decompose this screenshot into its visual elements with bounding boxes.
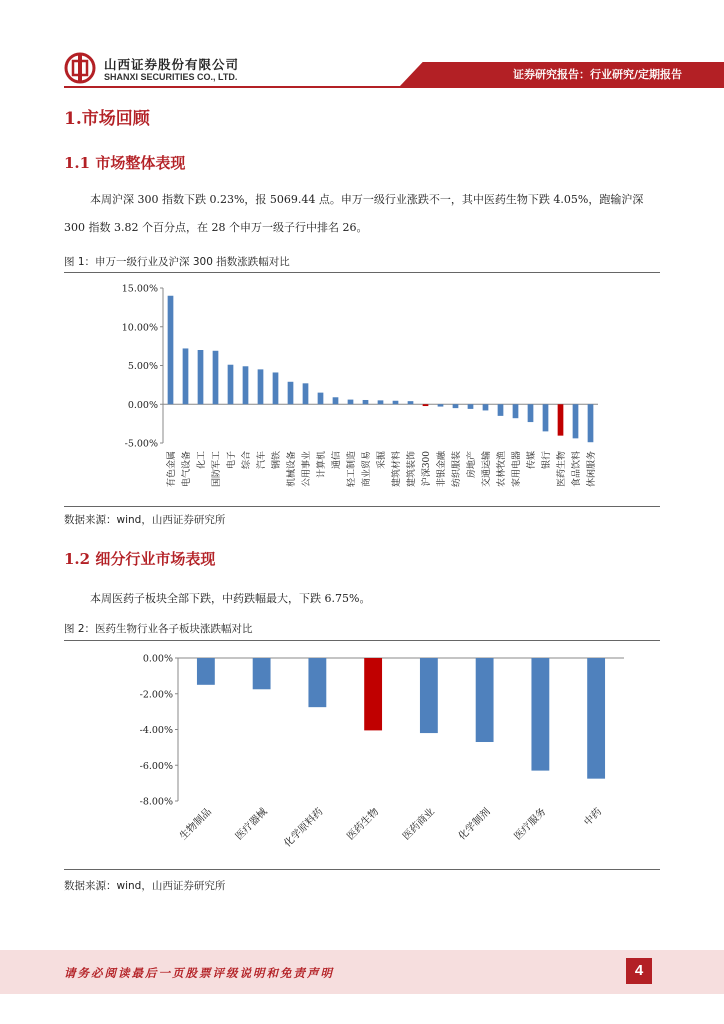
bar-综合 xyxy=(243,366,249,404)
x-tick-label: 机械设备 xyxy=(287,451,297,488)
bar-公用事业 xyxy=(303,383,309,404)
bar-国防军工 xyxy=(213,351,219,404)
x-tick-label: 化学原料药 xyxy=(282,806,326,850)
bar-电子 xyxy=(228,365,234,405)
bar-沪深300 xyxy=(423,404,429,406)
y-tick-label: 5.00% xyxy=(127,361,158,372)
x-tick-label: 汽车 xyxy=(257,451,267,470)
figure-2-top-rule xyxy=(64,640,660,641)
x-tick-label: 休闲服务 xyxy=(587,451,597,488)
figure-1-top-rule xyxy=(64,272,660,273)
y-tick-label: -5.00% xyxy=(124,438,158,450)
y-tick-label: 0.00% xyxy=(142,653,173,665)
x-tick-label: 轻工制造 xyxy=(347,451,357,488)
bar-医药商业 xyxy=(420,658,438,733)
x-tick-label: 化学制剂 xyxy=(456,806,493,843)
page-number: 4 xyxy=(626,958,652,984)
x-tick-label: 国防军工 xyxy=(212,451,222,488)
y-tick-label: -6.00% xyxy=(139,760,173,772)
x-tick-label: 化工 xyxy=(197,451,207,470)
figure-2-chart xyxy=(64,644,660,866)
x-tick-label: 生物制品 xyxy=(177,806,214,843)
figure-2-bottom-rule xyxy=(64,869,660,870)
footer-disclaimer: 请务必阅读最后一页股票评级说明和免责声明 xyxy=(64,966,334,980)
figure-1-chart xyxy=(64,276,660,504)
x-tick-label: 纺织服装 xyxy=(452,451,462,488)
subsection-1-paragraph xyxy=(64,186,664,242)
bar-钢铁 xyxy=(273,372,279,404)
figure-2-source: 数据来源：wind，山西证券研究所 xyxy=(64,880,226,892)
x-tick-label: 电气设备 xyxy=(182,451,192,488)
x-tick-label: 医疗服务 xyxy=(512,806,549,843)
subsection-1-title: 1.1 市场整体表现 xyxy=(64,154,186,172)
bar-有色金属 xyxy=(168,296,174,405)
bar-房地产 xyxy=(468,404,474,409)
x-tick-label: 采掘 xyxy=(377,451,387,470)
bar-家用电器 xyxy=(513,404,519,418)
bar-采掘 xyxy=(378,400,384,404)
bar-医疗器械 xyxy=(253,658,271,689)
bar-电气设备 xyxy=(183,348,189,404)
bar-通信 xyxy=(333,397,339,404)
x-tick-label: 公用事业 xyxy=(302,451,312,488)
header-divider xyxy=(64,86,724,88)
x-tick-label: 计算机 xyxy=(317,451,327,479)
bar-非银金融 xyxy=(438,404,444,406)
x-tick-label: 食品饮料 xyxy=(572,451,582,488)
bar-化学原料药 xyxy=(308,658,326,707)
figure-1-title: 图 1：申万一级行业及沪深 300 指数涨跌幅对比 xyxy=(64,256,290,268)
bar-计算机 xyxy=(318,393,324,405)
bar-农林牧渔 xyxy=(498,404,504,416)
x-tick-label: 银行 xyxy=(542,451,552,470)
bar-食品饮料 xyxy=(573,404,579,438)
y-tick-label: -4.00% xyxy=(139,725,173,736)
x-tick-label: 医药生物 xyxy=(557,451,567,488)
x-tick-label: 传媒 xyxy=(527,451,537,470)
x-tick-label: 通信 xyxy=(332,451,342,470)
bar-医药生物 xyxy=(364,658,382,730)
x-tick-label: 医疗器械 xyxy=(233,806,270,843)
x-tick-label: 建筑材料 xyxy=(392,451,402,488)
bar-医药生物 xyxy=(558,404,564,435)
bar-化学制剂 xyxy=(476,658,494,742)
x-tick-label: 房地产 xyxy=(467,451,477,479)
report-type-label: 证券研究报告：行业研究/定期报告 xyxy=(512,68,682,81)
bar-化工 xyxy=(198,350,204,404)
x-tick-label: 建筑装饰 xyxy=(407,451,417,488)
bar-银行 xyxy=(543,404,549,431)
subsection-2-text: 本周医药子板块全部下跌，中药跌幅最大，下跌 6.75%。 xyxy=(90,592,371,605)
figure-1-bottom-rule xyxy=(64,506,660,507)
x-tick-label: 医药生物 xyxy=(345,806,382,843)
bar-中药 xyxy=(587,658,605,779)
x-tick-label: 电子 xyxy=(227,451,237,470)
y-tick-label: 10.00% xyxy=(121,322,158,334)
x-tick-label: 钢铁 xyxy=(272,451,282,470)
company-logo-icon xyxy=(64,52,96,84)
y-tick-label: 15.00% xyxy=(121,283,158,295)
x-tick-label: 综合 xyxy=(242,451,252,470)
bar-纺织服装 xyxy=(453,404,459,408)
x-tick-label: 医药商业 xyxy=(400,806,437,843)
bar-机械设备 xyxy=(288,382,294,404)
bar-休闲服务 xyxy=(588,404,594,442)
bar-汽车 xyxy=(258,369,264,404)
company-name-cn: 山西证券股份有限公司 xyxy=(104,57,240,72)
y-tick-label: 0.00% xyxy=(127,399,158,411)
bar-建筑材料 xyxy=(393,401,399,404)
x-tick-label: 交通运输 xyxy=(482,451,492,488)
y-tick-label: -8.00% xyxy=(139,796,173,808)
bar-生物制品 xyxy=(197,658,215,685)
figure-2-title: 图 2：医药生物行业各子板块涨跌幅对比 xyxy=(64,623,253,635)
bar-医疗服务 xyxy=(531,658,549,771)
x-tick-label: 商业贸易 xyxy=(362,451,372,488)
x-tick-label: 非银金融 xyxy=(437,451,447,488)
bar-轻工制造 xyxy=(348,400,354,405)
subsection-1-text: 本周沪深 300 指数下跌 0.23%，报 5069.44 点。申万一级行业涨跌不一，其中医药生物下跌 4.05%，跑输沪深 300 指数 3.82 个百分点，在 28 个申万一级子行中排名 26。 xyxy=(64,193,644,234)
figure-1-source: 数据来源：wind，山西证券研究所 xyxy=(64,514,226,526)
x-tick-label: 有色金属 xyxy=(167,451,177,488)
company-name-en: SHANXI SECURITIES CO., LTD. xyxy=(104,72,238,82)
x-tick-label: 中药 xyxy=(582,806,605,829)
x-tick-label: 沪深300 xyxy=(422,451,432,487)
y-tick-label: -2.00% xyxy=(139,689,173,701)
subsection-2-paragraph xyxy=(64,585,664,613)
x-tick-label: 农林牧渔 xyxy=(497,451,507,488)
bar-建筑装饰 xyxy=(408,401,414,404)
bar-传媒 xyxy=(528,404,534,422)
x-tick-label: 家用电器 xyxy=(512,451,522,488)
bar-商业贸易 xyxy=(363,400,369,404)
section-title: 1.市场回顾 xyxy=(64,109,150,129)
subsection-2-title: 1.2 细分行业市场表现 xyxy=(64,550,216,568)
bar-交通运输 xyxy=(483,404,489,410)
